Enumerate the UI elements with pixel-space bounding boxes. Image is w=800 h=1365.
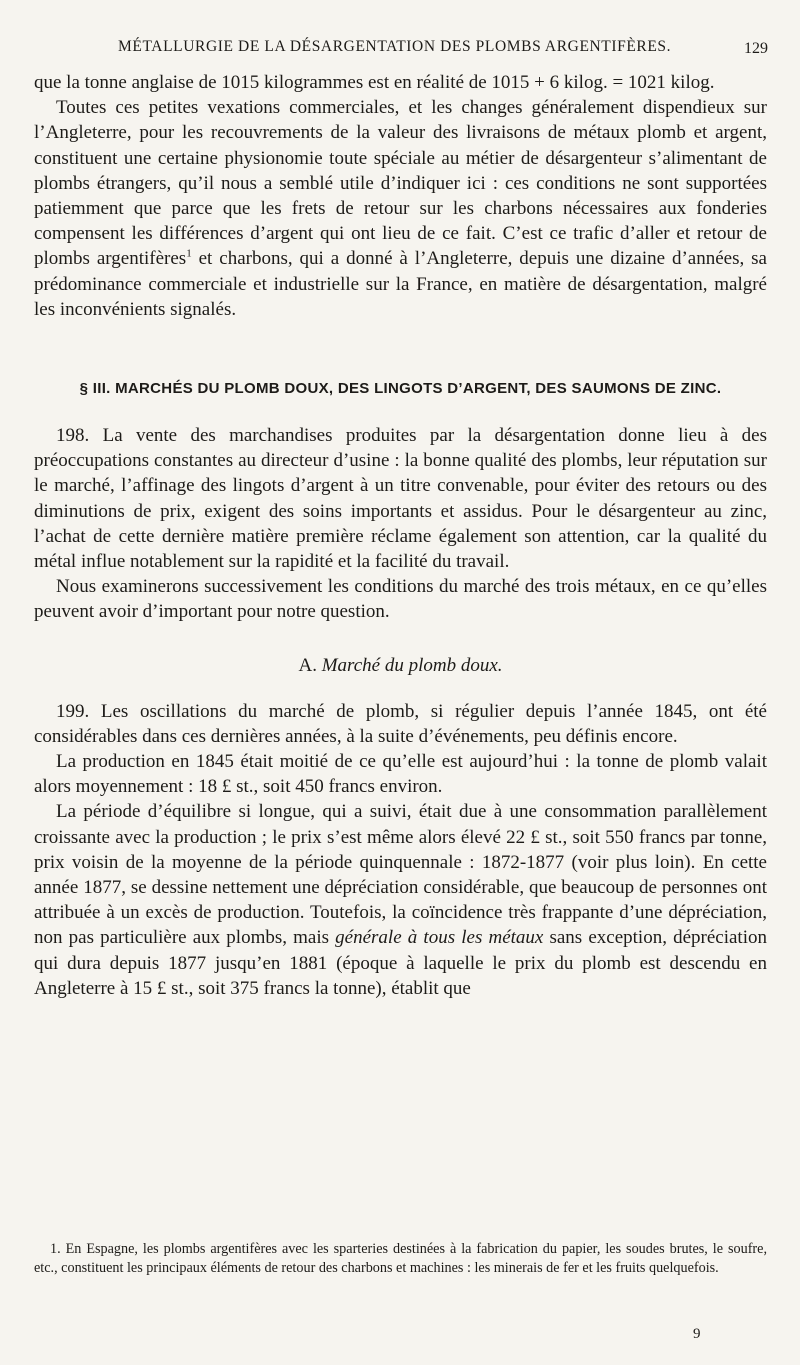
page-header [118,38,768,62]
paragraph-199: 199. Les oscillations du marché de plomb, si régulier depuis l’année 1845, ont été considérables dans ces dernières années, à la suite d’événements, peu définis encore. [34,700,767,747]
paragraph-vexations [34,95,767,322]
page-body [34,70,767,1001]
paragraph-equilibrium [34,799,767,1001]
section-heading: § III. MARCHÉS DU PLOMB DOUX, DES LINGOTS D’ARGENT, DES SAUMONS DE ZINC. [79,380,722,398]
sub-heading-title: Marché du plomb doux. [321,654,503,676]
footnote-reference: 1 [186,248,192,261]
paragraph-text: Toutes ces petites vexations commerciales, et les changes généralement dispendieux sur l’Angleterre, pour les recouvrements de la valeur des livraisons de métaux plomb et argent, constituent une certaine physionomie toute spéciale au métier de désargenteur s’alimentant de plombs étrangers, qu’il nous a semblé utile d’indiquer ici : ces conditions ne sont supportées patiemment que parce que les frets de retour sur les charbons nécessaires aux fonderies compensent les différences d’argent qui ont lieu de ce fait. C’est ce trafic d’aller et retour de plombs argentifères [34,97,767,270]
paragraph-production-1845: La production en 1845 était moitié de ce qu’elle est aujourd’hui : la tonne de plomb valait alors moyennement : 18 £ st., soit 450 francs environ. [34,751,767,798]
paragraph-text: sans exception, dépréciation qui dura depuis 1877 jusqu’en 1881 (époque à laquelle le prix du plomb est descendu en Angleterre à 15 £ st., soit 375 francs la tonne), établit que [34,927,767,999]
paragraph-text: La période d’équilibre si longue, qui a suivi, était due à une consommation parallèlement croissante avec la production ; le prix s’est même alors élevé 22 £ st., soit 550 francs par tonne, prix voisin de la moyenne de la période quinquennale : 1872-1877 (voir plus loin). En cette année 1877, se dessine nettement une dépréciation considérable, que beaucoup de personnes ont attribuée à un excès de production. Toutefois, la coïncidence très frappante d’une dépréciation, non pas particulière aux plombs, mais [34,801,767,949]
page-number: 129 [744,40,768,57]
signature-mark: 9 [693,1326,701,1342]
footnote: 1. En Espagne, les plombs argentifères avec les sparteries destinées à la fabrication du papier, les soudes brutes, le soufre, etc., constituent les principaux éléments de retour des charbons et machines : les minerais de fer et les fruits quelquefois. [34,1241,767,1276]
paragraph-continuation: que la tonne anglaise de 1015 kilogrammes est en réalité de 1015 + 6 kilog. = 1021 kilog. [34,72,715,93]
sub-heading [34,655,767,677]
paragraph-198: 198. La vente des marchandises produites par la désargentation donne lieu à des préoccupations constantes au directeur d’usine : la bonne qualité des plombs, leur réputation sur le marché, l’affinage des lingots d’argent à un titre convenable, pour éviter des retours ou des diminutions de prix, exigent des soins importants et assidus. Pour le désargenteur au zinc, l’achat de cette dernière matière première réclame également son attention, car la qualité du métal influe notablement sur la rapidité et la facilité du travail. [34,425,767,573]
paragraph-examination: Nous examinerons successivement les conditions du marché des trois métaux, en ce qu’elles peuvent avoir d’important pour notre question. [34,576,767,623]
sub-heading-label: A. [298,654,317,676]
running-title: MÉTALLURGIE DE LA DÉSARGENTATION DES PLOMBS ARGENTIFÈRES. [118,38,672,55]
paragraph-text: et charbons, qui a donné à l’Angleterre, depuis une dizaine d’années, sa prédominance commerciale et industrielle sur la France, en matière de désargentation, malgré les inconvénients signalés. [34,248,767,320]
emphasis-text: générale à tous les métaux [335,927,544,949]
